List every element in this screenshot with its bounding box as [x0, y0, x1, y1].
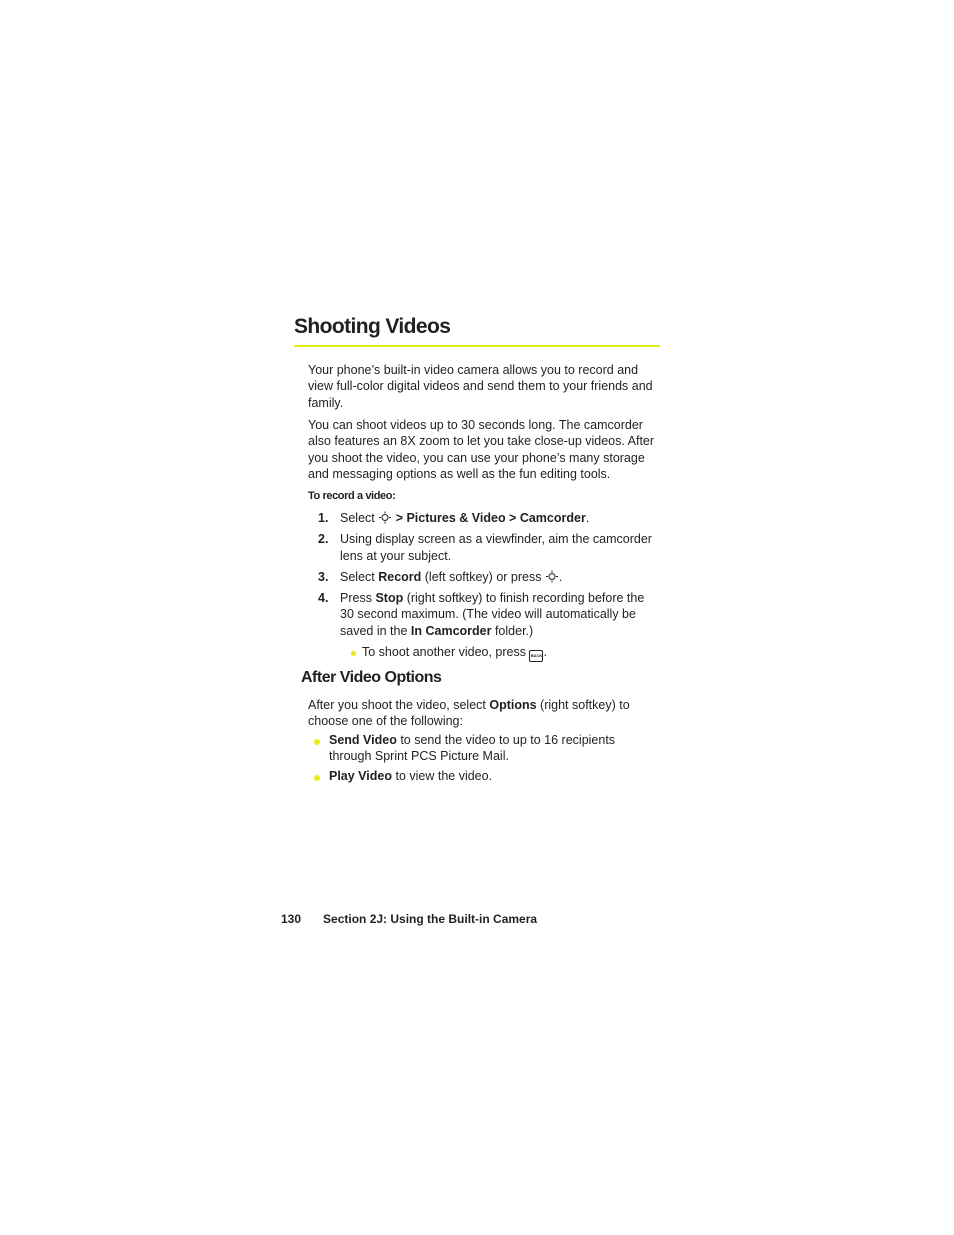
bullet-dot-icon — [314, 739, 320, 745]
step-3 — [308, 569, 660, 585]
step-1 — [308, 510, 660, 526]
options-intro — [308, 697, 660, 730]
section-subheading: After Video Options — [301, 669, 442, 686]
title-underline — [294, 345, 660, 347]
section-title: Section 2J: Using the Built-in Camera — [323, 912, 538, 926]
option-description: to view the video. — [392, 768, 493, 783]
step-4 — [308, 590, 660, 639]
step-text: Select — [340, 569, 379, 584]
step-text: Press — [340, 591, 376, 606]
navigation-key-icon — [545, 570, 559, 583]
bullet-dot-icon — [351, 651, 356, 656]
step-number: 1. — [318, 511, 329, 525]
options-intro-text: (right softkey) to choose one of the following: — [308, 698, 630, 729]
step-text: . — [558, 569, 563, 584]
navigation-key-icon — [378, 511, 392, 524]
intro-paragraph-1 — [308, 362, 660, 411]
sub-bullet-text: To shoot another video, press — [362, 645, 530, 660]
sub-bullet-text: . — [543, 645, 547, 660]
intro-paragraph-2 — [308, 417, 660, 482]
record-softkey-label: Record — [378, 569, 422, 584]
step-number: 2. — [318, 532, 329, 547]
list-item — [308, 768, 660, 784]
step-4-sub-bullet — [308, 644, 660, 662]
folder-name: In Camcorder — [410, 623, 492, 638]
page-title: Shooting Videos — [294, 315, 451, 338]
steps-list — [308, 510, 660, 662]
path-separator: > — [505, 511, 520, 525]
step-text: folder.) — [491, 623, 534, 638]
option-name: Send Video — [329, 733, 397, 747]
options-list — [308, 732, 660, 787]
option-name: Play Video — [329, 768, 392, 783]
list-item — [308, 732, 660, 765]
step-text: Using display screen as a viewfinder, aim the camcorder lens at your subject. — [340, 532, 652, 563]
intro-text-1: Your phone’s built-in video camera allows you to record and view full-color digital videos and send them to your friends and family. — [308, 363, 653, 410]
path-separator: > — [392, 511, 407, 525]
step-number: 3. — [318, 569, 329, 584]
procedure-heading: To record a video: — [308, 490, 396, 502]
step-text: (right softkey) to finish recording before the 30 second maximum. (The video will automatically be saved in the — [340, 591, 645, 638]
bullet-dot-icon — [314, 775, 320, 781]
step-text: (left softkey) or press — [421, 569, 545, 584]
back-key-icon: BACK — [529, 650, 543, 662]
step-text: Select — [340, 511, 379, 525]
menu-path-pictures-video: Pictures & Video — [406, 511, 506, 525]
stop-softkey-label: Stop — [375, 591, 404, 606]
options-intro-text: After you shoot the video, select — [308, 698, 490, 712]
menu-path-camcorder: Camcorder — [519, 511, 586, 525]
step-2 — [308, 531, 660, 564]
intro-text-2: You can shoot videos up to 30 seconds long. The camcorder also features an 8X zoom to let you take close-up videos. After you shoot the video, you can use your phone’s many storage and messaging options as well as the fun editing tools. — [308, 418, 655, 481]
page-footer — [281, 912, 537, 926]
step-text: . — [585, 511, 590, 525]
step-number: 4. — [318, 591, 329, 606]
options-softkey-label: Options — [489, 698, 537, 712]
page-number: 130 — [281, 912, 302, 926]
option-description: to send the video to up to 16 recipients through Sprint PCS Picture Mail. — [329, 733, 616, 764]
